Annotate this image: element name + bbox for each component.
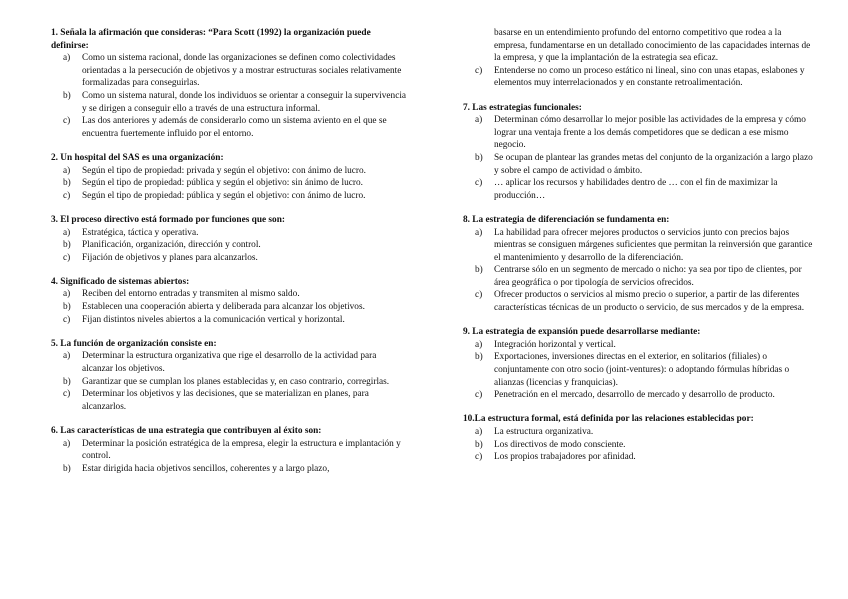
option-text: Como un sistema natural, donde los individuos se orientar a conseguir la supervivencia y se dirigen a conseguir ello a través de una estructura informal. — [82, 90, 407, 114]
question-title: 2. Un hospital del SAS es una organización: — [51, 152, 224, 163]
right-column — [463, 27, 815, 475]
option-b — [51, 376, 407, 389]
question-4 — [51, 276, 407, 326]
option-b — [463, 264, 815, 289]
option-letter: a) — [63, 438, 71, 449]
option-a — [463, 227, 815, 265]
option-c — [463, 289, 815, 314]
option-letter: c) — [63, 116, 71, 127]
question-title: 4. Significado de sistemas abiertos: — [51, 276, 190, 287]
option-letter: b) — [63, 376, 71, 387]
question-title: 7. Las estrategias funcionales: — [463, 102, 582, 113]
option-b — [51, 463, 407, 476]
option-a — [463, 426, 815, 439]
option-b — [463, 351, 815, 389]
option-b — [51, 239, 407, 252]
option-c — [51, 115, 407, 140]
option-text: Planificación, organización, dirección y control. — [82, 240, 261, 251]
option-b — [51, 90, 407, 115]
option-letter: c) — [475, 290, 483, 301]
question-title: 8. La estrategia de diferenciación se fundamenta en: — [463, 214, 670, 225]
option-c — [463, 451, 815, 464]
option-a — [51, 52, 407, 90]
option-text: … aplicar los recursos y habilidades dentro de … con el fin de maximizar la producción… — [494, 178, 778, 201]
option-letter: a) — [475, 227, 483, 238]
option-text: Los directivos de modo consciente. — [494, 439, 626, 450]
option-c — [463, 177, 815, 202]
option-b — [463, 152, 815, 177]
option-b — [463, 439, 815, 452]
option-a — [51, 288, 407, 301]
option-a — [51, 227, 407, 240]
option-text: Penetración en el mercado, desarrollo de mercado y desarrollo de producto. — [494, 390, 775, 401]
option-text: Estar dirigida hacia objetivos sencillos, coherentes y a largo plazo, — [82, 463, 330, 474]
option-b — [51, 301, 407, 314]
option-text: Determinan cómo desarrollar lo mejor posible las actividades de la empresa y cómo lograr una ventaja frente a los demás competidores que se dedican a ese mismo negocio. — [494, 115, 806, 151]
option-a — [463, 339, 815, 352]
option-text: Ofrecer productos o servicios al mismo precio o superior, a partir de las diferentes características técnicas de un producto o servicio, de sus mercados y de la empresa. — [494, 290, 805, 314]
question-title: 10.La estructura formal, está definida por las relaciones establecidas por: — [463, 414, 754, 425]
question-6 — [51, 425, 407, 475]
option-c — [51, 252, 407, 265]
option-letter: b) — [475, 352, 483, 363]
option-c — [51, 388, 407, 413]
option-a — [51, 350, 407, 375]
continuation-text: basarse en un entendimiento profundo del entorno competitivo que rodea a la empresa, fundamentarse en un detallado conocimiento de las capacidades internas de la empresa, y que la implantación de la estrategia sea eficaz. — [494, 28, 811, 64]
question-title: 9. La estrategia de expansión puede desarrollarse mediante: — [463, 327, 701, 338]
option-text: Determinar los objetivos y las decisiones, que se materializan en planes, para alcanzarlos. — [82, 389, 369, 412]
option-text: Los propios trabajadores por afinidad. — [494, 452, 636, 463]
option-letter: a) — [475, 339, 483, 350]
option-text: Estratégica, táctica y operativa. — [82, 227, 199, 238]
question-9 — [463, 326, 815, 402]
option-c — [463, 65, 815, 90]
option-letter: a) — [63, 165, 71, 176]
option-text: Como un sistema racional, donde las organizaciones se definen como colectividades orientadas a la persecución de objetivos y a mostrar estructuras sociales relativamente formalizadas para conseguirlas. — [82, 53, 402, 89]
option-letter: b) — [63, 302, 71, 313]
option-c — [51, 314, 407, 327]
option-text: Integración horizontal y vertical. — [494, 339, 616, 350]
option-letter: c) — [63, 314, 71, 325]
option-letter: b) — [63, 178, 71, 189]
question-1 — [51, 27, 407, 140]
option-letter: a) — [63, 289, 71, 300]
option-text: Exportaciones, inversiones directas en el exterior, en solitarios (filiales) o conjuntamente con otro socio (joint-ventures): o adoptando fórmulas híbridas o alianzas (licencias y franquicias). — [494, 352, 790, 388]
question-8 — [463, 214, 815, 315]
option-text: Determinar la estructura organizativa que rige el desarrollo de la actividad para alcanzar los objetivos. — [82, 351, 377, 375]
option-letter: a) — [475, 427, 483, 437]
option-letter: b) — [63, 240, 71, 251]
option-text: Fijan distintos niveles abiertos a la comunicación vertical y horizontal. — [82, 314, 345, 325]
option-text: Según el tipo de propiedad: pública y según el objetivo: sin ánimo de lucro. — [82, 178, 363, 189]
option-letter: c) — [63, 252, 71, 263]
option-letter: b) — [475, 265, 483, 276]
option-letter: a) — [63, 351, 71, 362]
left-column — [51, 27, 407, 487]
option-text: Se ocupan de plantear las grandes metas del conjunto de la organización a largo plazo y sobre el campo de actividad o ámbito. — [494, 152, 813, 176]
option-letter: a) — [63, 227, 71, 238]
option-text: Según el tipo de propiedad: privada y según el objetivo: con ánimo de lucro. — [82, 165, 366, 176]
option-text: Según el tipo de propiedad: pública y según el objetivo: con ánimo de lucro. — [82, 190, 366, 201]
option-text: Establecen una cooperación abierta y deliberada para alcanzar los objetivos. — [82, 302, 365, 313]
option-letter: b) — [63, 463, 71, 474]
question-title: 5. La función de organización consiste en: — [51, 338, 217, 349]
option-letter: a) — [63, 53, 71, 64]
option-letter: c) — [475, 452, 483, 463]
option-text: Fijación de objetivos y planes para alcanzarlos. — [82, 252, 258, 263]
option-c — [463, 389, 815, 402]
option-letter: b) — [63, 90, 71, 101]
option-letter: c) — [475, 390, 483, 401]
option-text: Reciben del entorno entradas y transmiten al mismo saldo. — [82, 289, 300, 300]
question-5 — [51, 338, 407, 414]
option-letter: a) — [475, 115, 483, 126]
option-letter: b) — [475, 439, 483, 450]
option-text: Determinar la posición estratégica de la empresa, elegir la estructura e implantación y control. — [82, 438, 401, 462]
option-letter: c) — [63, 190, 71, 201]
option-text: La habilidad para ofrecer mejores productos o servicios junto con precios bajos mientras se consiguen márgenes suficientes que permitan la reinversión que garantice el mantenimiento y desarrollo de la diferenciación. — [494, 227, 813, 263]
question-2 — [51, 152, 407, 202]
question-3 — [51, 214, 407, 264]
option-a — [463, 114, 815, 152]
question-title: 6. Las características de una estrategia que contribuyen al éxito son: — [51, 426, 322, 436]
option-text: Centrarse sólo en un segmento de mercado o nicho: ya sea por tipo de clientes, por área geográfica o por tipología de servicios ofrecidos. — [494, 265, 802, 288]
option-c — [51, 190, 407, 203]
option-text: Garantizar que se cumplan los planes establecidas y, en caso contrario, corregirlas. — [82, 376, 390, 387]
option-text: La estructura organizativa. — [494, 427, 594, 437]
question-7 — [463, 102, 815, 203]
option-text: Las dos anteriores y además de considerarlo como un sistema aviento en el que se encuentra fuertemente influido por el entorno. — [82, 116, 387, 139]
option-letter: c) — [63, 389, 71, 400]
option-letter: c) — [475, 65, 483, 76]
question-6-continuation — [463, 27, 815, 90]
question-title: 3. El proceso directivo está formado por funciones que son: — [51, 214, 285, 225]
option-b — [51, 177, 407, 190]
option-text: Entenderse no como un proceso estático ni lineal, sino con unas etapas, eslabones y elementos muy interrelacionados y en constante retroalimentación. — [494, 65, 805, 89]
option-a — [51, 165, 407, 178]
option-letter: b) — [475, 152, 483, 163]
option-letter: c) — [475, 178, 483, 189]
question-10 — [463, 413, 815, 463]
option-a — [51, 438, 407, 463]
question-title: 1. Señala la afirmación que consideras: “Para Scott (1992) la organización puede definirse: — [51, 28, 371, 51]
